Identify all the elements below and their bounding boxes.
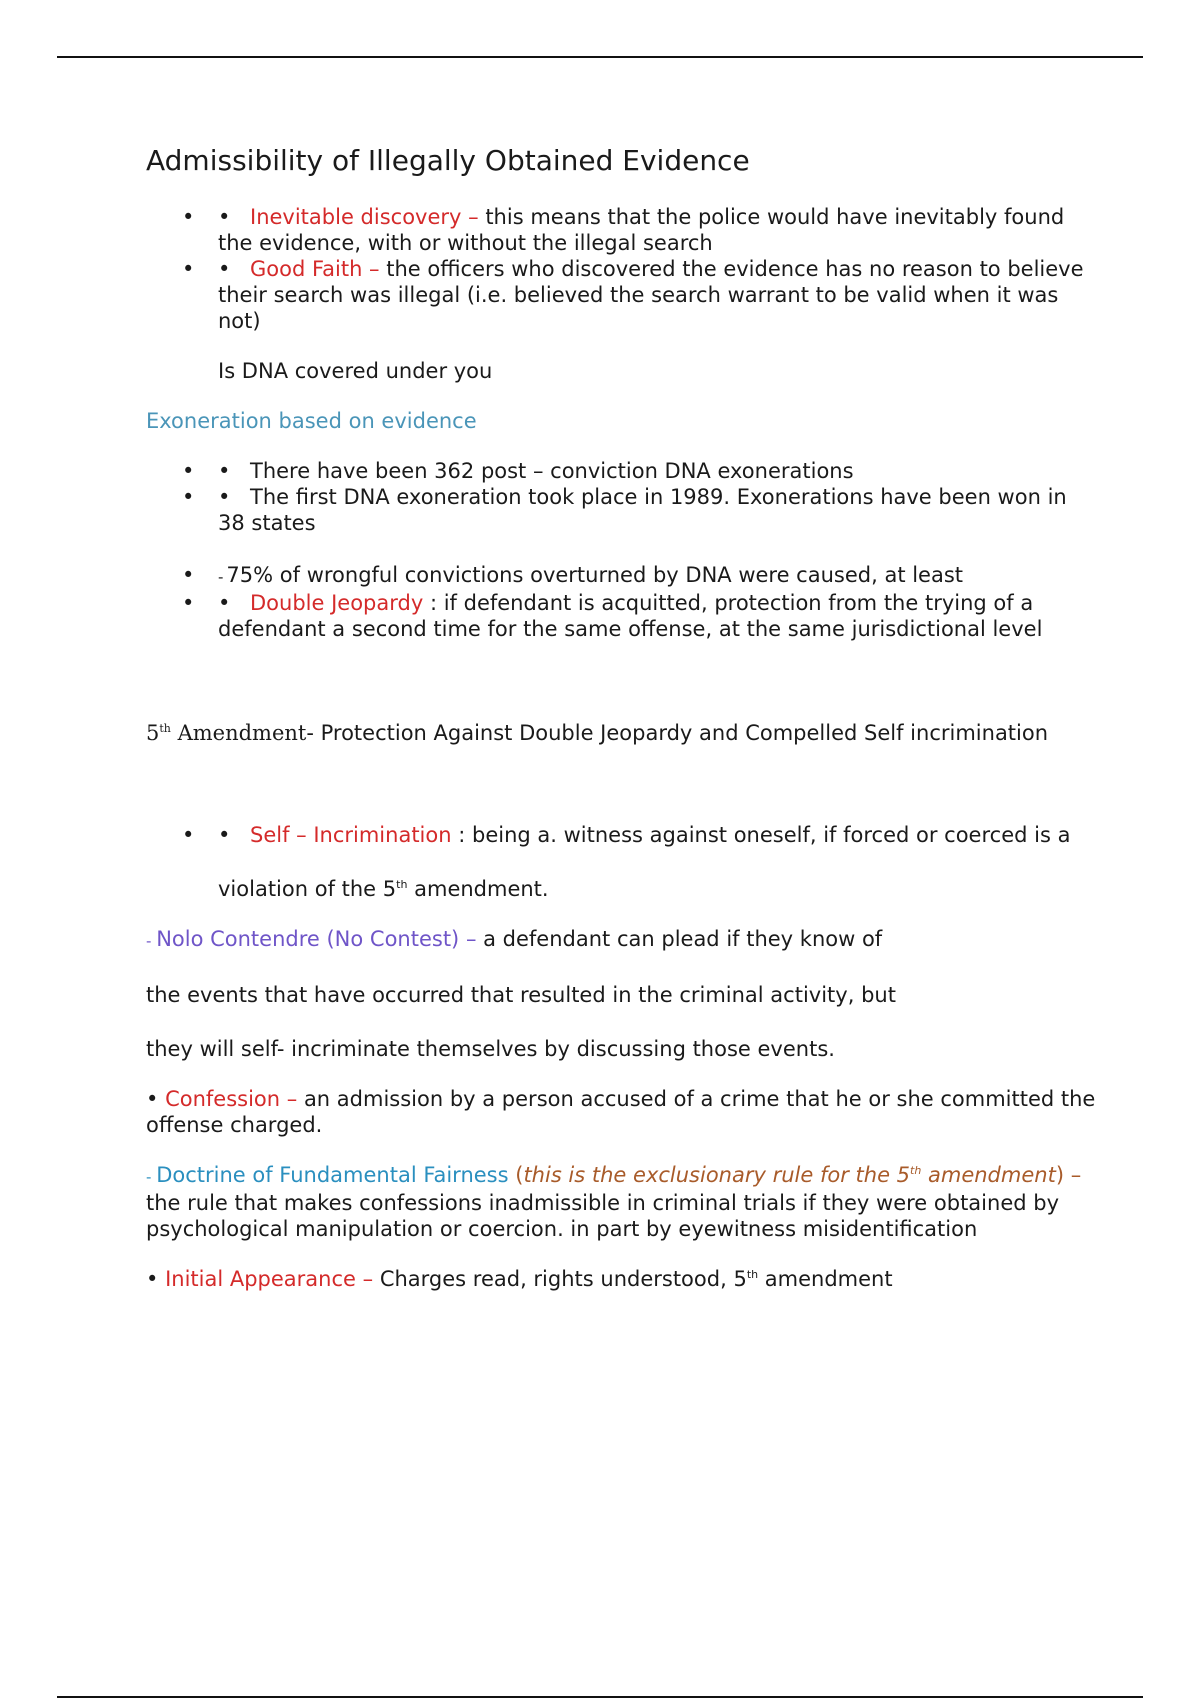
amendment-word: Amendment: [170, 721, 307, 745]
ordinal-suffix: th: [396, 878, 408, 891]
list-item: [146, 562, 1096, 590]
section-heading-exoneration: Exoneration based on evidence: [146, 409, 477, 433]
term-doctrine-fundamental-fairness: Doctrine of Fundamental Fairness: [156, 1163, 509, 1187]
definition-text-end: amendment: [758, 1267, 893, 1291]
bullet-glyph: •: [218, 823, 231, 847]
term-self-incrimination: Self – Incrimination: [250, 823, 452, 847]
definition-text: if defendant is acquitted, protection from the trying of a defendant a second time for the same offense, at the same jurisdictional level: [218, 591, 1043, 641]
term-separator: –: [280, 1087, 304, 1111]
term-confession: Confession: [165, 1087, 281, 1111]
term-good-faith: Good Faith: [250, 257, 363, 281]
term-separator: :: [423, 591, 444, 615]
violation-text: violation of the 5: [218, 877, 397, 901]
violation-line: [146, 876, 1096, 902]
section-heading-5th-amendment: [146, 720, 1096, 746]
ordinal-suffix: th: [910, 1164, 922, 1177]
ordinal-suffix: th: [159, 722, 171, 735]
confession-entry: [146, 1086, 1096, 1138]
list-item: [146, 204, 1096, 256]
bullet-list-statistics: [146, 562, 1096, 642]
list-item: [146, 256, 1096, 334]
initial-appearance-entry: [146, 1266, 1096, 1292]
bullet-list-self-incrimination: [146, 822, 1096, 848]
dash-glyph: -: [218, 568, 224, 586]
page-title: Admissibility of Illegally Obtained Evidence: [146, 144, 750, 177]
term-separator: :: [451, 823, 472, 847]
list-item: [146, 458, 1096, 484]
dash-glyph: -: [146, 932, 157, 950]
doctrine-note: this is the exclusionary rule for the 5: [523, 1163, 911, 1187]
bullet-glyph: •: [146, 1087, 166, 1111]
top-rule: [57, 56, 1143, 58]
definition-text: the rule that makes confessions inadmissible in criminal trials if they were obtained by psychological manipulation or coercion. in part by eyewitness misidentification: [146, 1191, 1059, 1241]
nolo-contendre-line3: they will self- incriminate themselves by discussing those events.: [146, 1037, 835, 1061]
bullet-glyph: •: [146, 1267, 166, 1291]
amendment-number: 5: [146, 721, 160, 745]
dna-question: Is DNA covered under you: [218, 359, 493, 383]
definition-text: being a. witness against oneself, if forced or coerced is a: [471, 823, 1071, 847]
term-nolo-contendre: Nolo Contendre (No Contest): [156, 927, 460, 951]
term-separator: –: [362, 257, 387, 281]
list-text: The first DNA exoneration took place in 1989. Exonerations have been won in 38 states: [218, 485, 1067, 535]
term-separator: –: [355, 1267, 380, 1291]
dash-glyph: -: [146, 1168, 157, 1186]
definition-text: this means that the police would have inevitably found the evidence, with or without the illegal search: [218, 205, 1065, 255]
document-body: [146, 142, 1096, 1292]
bottom-rule: [57, 1696, 1143, 1698]
term-inevitable-discovery: Inevitable discovery: [250, 205, 462, 229]
nolo-contendre-line1: [146, 926, 1096, 954]
amendment-subtitle: - Protection Against Double Jeopardy and Compelled Self incrimination: [306, 721, 1049, 745]
list-item: [146, 590, 1096, 642]
term-separator: –: [1064, 1163, 1082, 1187]
list-text: 75% of wrongful convictions overturned by DNA were caused, at least: [226, 563, 964, 587]
violation-text-end: amendment.: [407, 877, 549, 901]
bullet-glyph: •: [218, 257, 231, 281]
term-initial-appearance: Initial Appearance: [165, 1267, 356, 1291]
ordinal-suffix: th: [746, 1268, 759, 1281]
doctrine-note-end: amendment: [921, 1163, 1056, 1187]
paren-open: (: [508, 1163, 524, 1187]
nolo-contendre-line2: the events that have occurred that resulted in the criminal activity, but: [146, 983, 896, 1007]
term-separator: –: [461, 205, 486, 229]
bullet-glyph: •: [218, 485, 231, 509]
term-double-jeopardy: Double Jeopardy: [250, 591, 424, 615]
definition-text: Charges read, rights understood, 5: [379, 1267, 747, 1291]
definition-text: an admission by a person accused of a crime that he or she committed the offense charged.: [146, 1087, 1096, 1137]
list-item: [146, 484, 1096, 536]
term-separator: –: [459, 927, 484, 951]
bullet-glyph: •: [218, 459, 231, 483]
bullet-list-evidence: [146, 204, 1096, 334]
list-text: There have been 362 post – conviction DNA exonerations: [250, 459, 854, 483]
doctrine-entry: [146, 1162, 1096, 1242]
definition-text: the officers who discovered the evidence has no reason to believe their search was illegal (i.e. believed the search warrant to be valid when it was not): [218, 257, 1084, 333]
bullet-glyph: •: [218, 205, 231, 229]
list-item: [146, 822, 1096, 848]
paren-close: ): [1055, 1163, 1065, 1187]
bullet-glyph: •: [218, 591, 231, 615]
definition-text: a defendant can plead if they know of: [483, 927, 883, 951]
bullet-list-exonerations: [146, 458, 1096, 536]
